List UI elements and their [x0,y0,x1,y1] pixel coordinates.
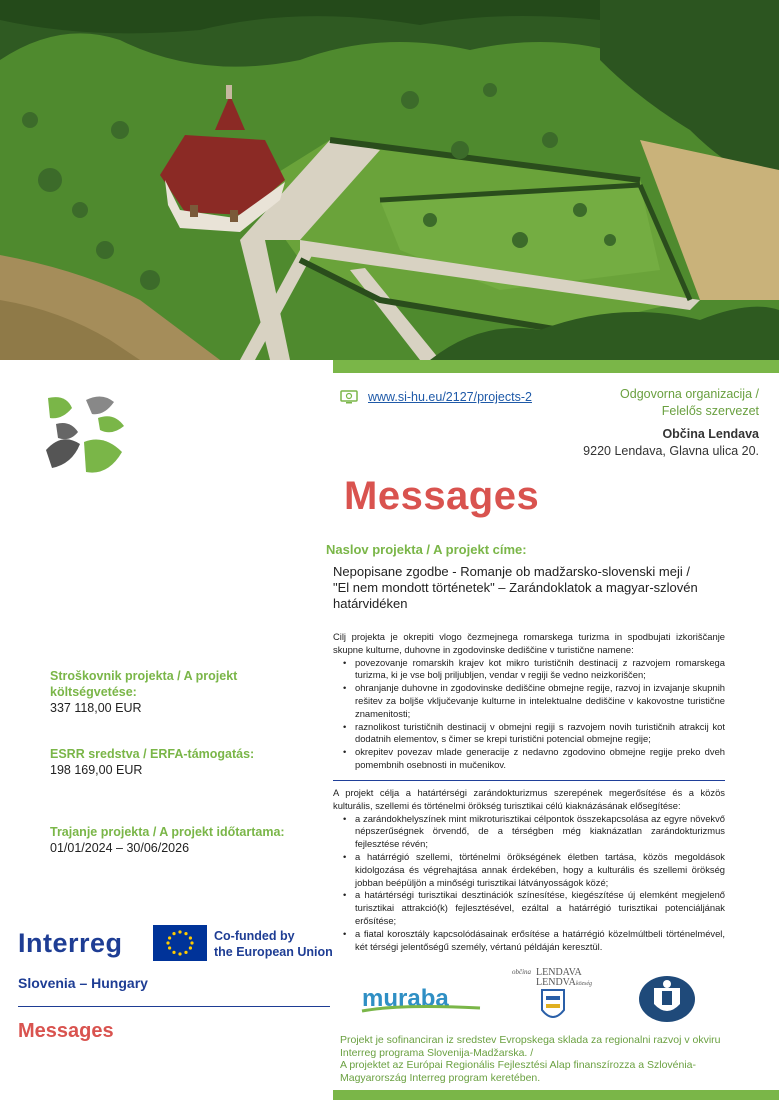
duration-label: Trajanje projekta / A projekt időtartama: [50,825,285,839]
monitor-icon [340,390,358,404]
lendava-kozseg: község [576,981,592,987]
hu-intro: A projekt célja a határtérségi zarándokturizmus szerepének megerősítése és a közös kulturális, szellemi és történelmi örökség turisztikai célú kiaknázásának elősegítése: [333,787,725,811]
divider [18,1006,330,1007]
list-item: • a fiatal korosztály kapcsolódásainak erősítése a határrégió közelmúltbeli történelmével, két térségi jelentőségű személy, vértanú példáján keresztül. [345,928,725,954]
coat-of-arms-logo [636,974,698,1024]
description-slovenian [333,631,725,772]
project-url-link[interactable]: www.si-hu.eu/2127/projects-2 [368,390,532,404]
budget-label: Stroškovnik projekta / A projekt költségvetése: [50,669,238,699]
project-acronym: Messages [18,1020,114,1042]
interreg-logo: Interreg [18,928,123,958]
lendava-municipality-logo [508,966,598,1028]
org-address: 9220 Lendava, Glavna ulica 20. [583,444,759,458]
project-logo [42,392,128,478]
cofunded-line-2: the European Union [214,945,333,959]
muraba-logo-text: muraba [362,985,449,1012]
list-item: • ohranjanje duhovne in zgodovinske dediščine obmejne regije, razvoj in izvajanje skupnih rešitev za boljše vključevanje kulturne in intelektualne dediščine v kakovostne turistične znamenitosti; [345,682,725,720]
cofunded-text [214,928,333,960]
erdf-block [50,746,310,778]
cofinancing-note-hungarian: A projektet az Európai Regionális Fejlesztési Alap finanszírozza a Szlovénia-Magyarország Interreg program keretében. [340,1059,697,1084]
project-title [333,564,743,612]
list-item: • a határtérségi turisztikai desztinációk színesítése, kiegészítése új elemként megjelenő turisztikai attrakció(k) fejlesztésével, ezáltal a határrégió turisztikai potenciáljának erősítése; [345,889,725,927]
bottom-green-band [333,1090,779,1100]
slo-goals-list [333,657,725,772]
eu-flag-icon [153,925,207,961]
divider [333,780,725,781]
list-item: • a határrégió szellemi, történelmi örökségének életben tartása, közös megoldások kidolgozása és végrehajtása annak érdekében, hogy a kulturális és szellemi örökség jobban beépüljön a minőségi turisztikai látványosságok közé; [345,851,725,889]
budget-value: 337 118,00 EUR [50,701,142,715]
cofunded-line-1: Co-funded by [214,929,295,943]
project-title-line-1: Nepopisane zgodbe - Romanje ob madžarsko-slovenski meji / [333,564,690,579]
project-title-label: Naslov projekta / A projekt címe: [326,542,527,557]
muraba-logo [360,984,484,1014]
budget-block [50,668,310,716]
duration-value: 01/01/2024 – 30/06/2026 [50,841,190,855]
lendava-obcina: občina [512,968,532,976]
erdf-label: ESRR sredstva / ERFA-támogatás: [50,747,255,761]
project-url-row [340,388,532,406]
description-hungarian [333,787,725,953]
erdf-value: 198 169,00 EUR [50,763,143,777]
org-role-label-1: Odgovorna organizacija / [620,387,759,401]
programme-region: Slovenia – Hungary [18,975,148,991]
hu-goals-list [333,813,725,954]
list-item: • okrepitev povezav mlade generacije z nedavno zgodovino obmejne regije preko dveh pomembnih osebnosti in mučenikov. [345,746,725,772]
slo-intro: Cilj projekta je okrepiti vlogo čezmejnega romarskega turizma in spodbujati izkoriščanje skupne kulturne, duhovne in zgodovinske dediščine v turistične namene: [333,631,725,655]
list-item: • a zarándokhelyszínek mint mikroturisztikai célpontok összekapcsolása az egyre növekvő népszerűségnek örvendő, de a térségben még kiaknázatlan zarándokturizmus fejlesztése révén; [345,813,725,851]
lendava-name-1: LENDAVA [536,967,582,978]
page-title: Messages [344,474,540,518]
duration-block [50,824,330,856]
cofinancing-note-slovenian: Projekt je sofinanciran iz sredstev Evropskega sklada za regionalni razvoj v okviru Interreg programa Slovenija-Madžarska. / [340,1034,721,1059]
hero-aerial-photo [0,0,779,360]
top-green-band [333,360,779,373]
lendava-name-2: LENDVA [536,977,576,988]
cofinancing-note [340,1034,740,1084]
org-name: Občina Lendava [662,427,759,441]
responsible-organization [583,386,759,460]
list-item: • raznolikost turističnih destinacij v obmejni regiji s razvojem novih turističnih atrakcij kot dodatnih elementov, s čimer se krepi turistični potencial obmejne regije; [345,721,725,747]
project-title-line-2: "El nem mondott történetek" – Zarándoklatok a magyar-szlovén határvidéken [333,580,698,611]
org-role-label-2: Felelős szervezet [661,404,759,418]
list-item: • povezovanje romarskih krajev kot mikro turističnih destinacij z razvojem romarskega turizma, ki je vse bolj priljubljen, vendar v regiji še vedno neizkoriščen; [345,657,725,683]
